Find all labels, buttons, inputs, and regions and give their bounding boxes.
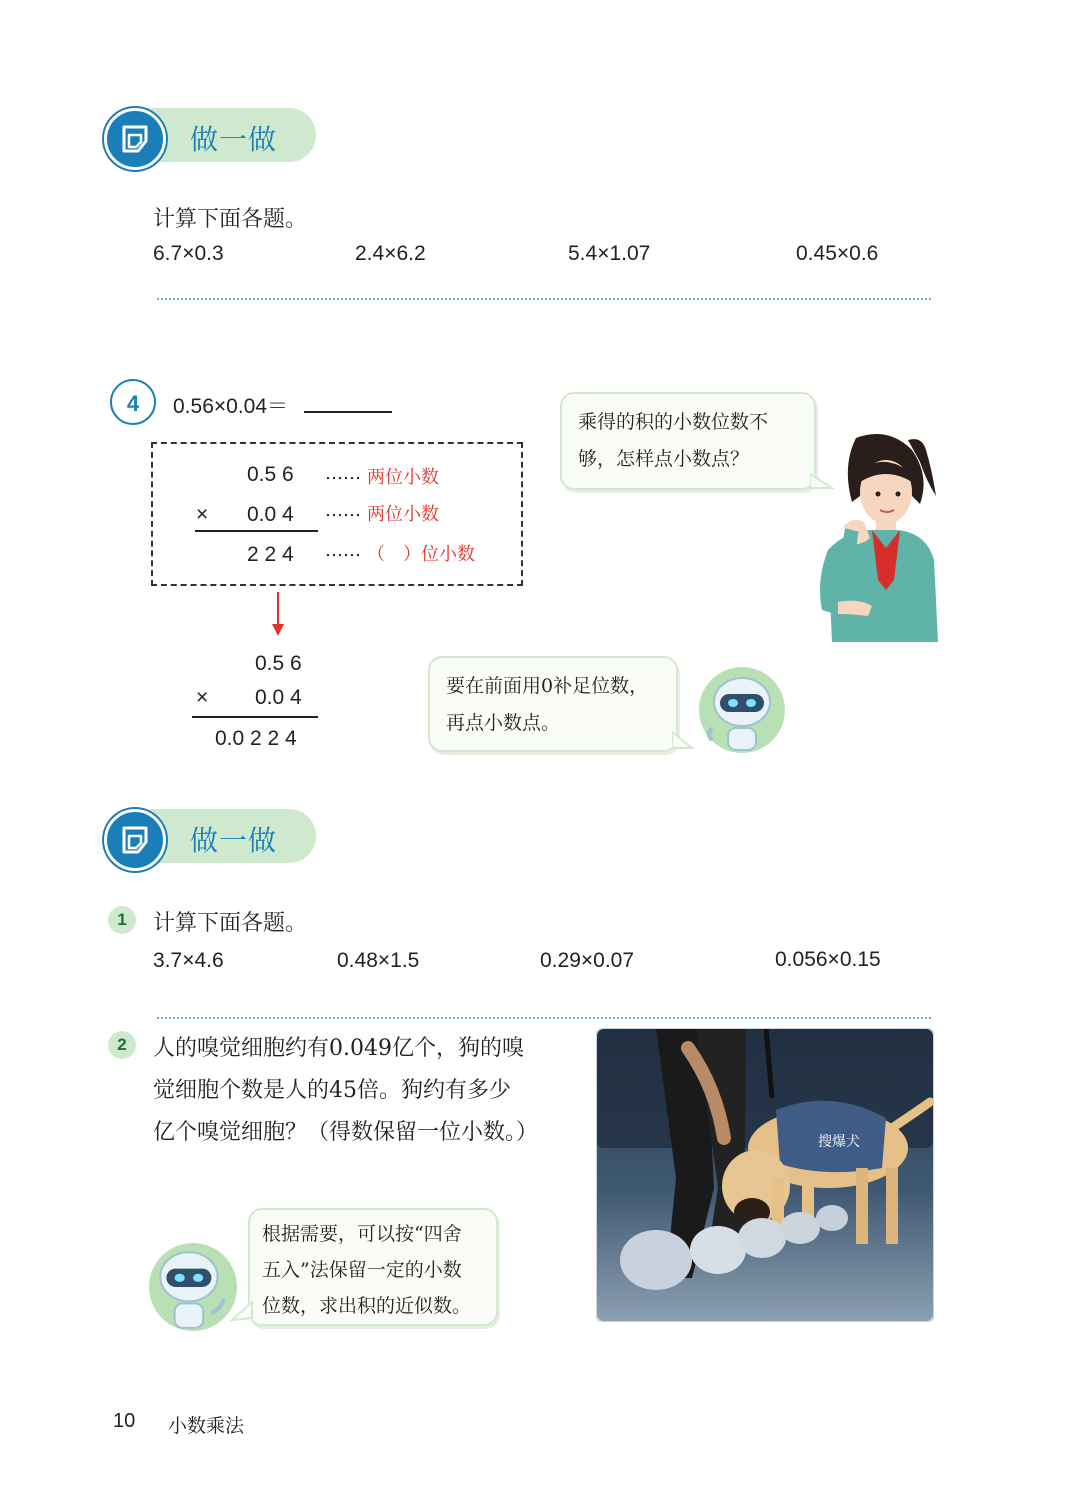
problem: 0.45×0.6: [796, 242, 879, 265]
question-line: 人的嗅觉细胞约有0.049亿个，狗的嗅: [153, 1036, 524, 1061]
speech-bubble-girl: [560, 392, 816, 490]
bubble-line: 要在前面用0补足位数，: [446, 675, 649, 697]
note-dots: ……: [325, 500, 361, 521]
bubble-line: 够，怎样点小数点？: [578, 448, 750, 470]
speech-bubble-robot: [428, 656, 678, 752]
answer-blank: [304, 411, 392, 413]
sum-line-2: [192, 716, 318, 718]
sum-line: [195, 530, 318, 532]
problem: 5.4×1.07: [568, 242, 651, 265]
multiplier: 0.0 4: [247, 503, 294, 526]
multiplier-2: 0.0 4: [255, 686, 302, 709]
times-sign-2: ×: [196, 686, 209, 709]
problem: 0.056×0.15: [775, 948, 881, 971]
problem: 0.48×1.5: [337, 949, 420, 972]
question-line: 觉细胞个数是人的45倍。狗约有多少: [153, 1078, 511, 1103]
section-title: 做一做: [190, 123, 278, 156]
girl-illustration: [808, 430, 943, 642]
multiplicand-2: 0.5 6: [255, 652, 302, 675]
problem: 3.7×4.6: [153, 949, 224, 972]
chapter-name: 小数乘法: [168, 1415, 245, 1437]
bubble-line: 乘得的积的小数位数不: [578, 411, 769, 433]
note-dots: ……: [325, 463, 361, 484]
question-line: 亿个嗅觉细胞？（得数保留一位小数。）: [153, 1120, 539, 1145]
question-number: 1: [108, 906, 136, 934]
vest-text: 搜爆犬: [818, 1134, 860, 1150]
multiplicand: 0.5 6: [247, 463, 294, 486]
page-number: 10: [113, 1410, 136, 1432]
bubble-line: 根据需要，可以按“四舍: [262, 1223, 462, 1245]
dotted-divider: [157, 1017, 931, 1019]
bubble-tail: [672, 730, 696, 754]
bubble-line: 位数，求出积的近似数。: [262, 1295, 472, 1317]
instruction: 计算下面各题。: [153, 207, 308, 232]
bubble-line: 再点小数点。: [446, 712, 561, 734]
problem: 2.4×6.2: [355, 242, 426, 265]
robot-icon: [698, 666, 786, 754]
times-sign: ×: [196, 503, 209, 526]
notebook-icon: [104, 809, 166, 871]
example-number: 4: [110, 379, 156, 425]
robot-icon: [148, 1242, 238, 1332]
dotted-divider: [157, 298, 931, 300]
instruction: 计算下面各题。: [153, 911, 308, 936]
note-label: 两位小数: [367, 467, 439, 488]
section-title: 做一做: [190, 824, 278, 857]
bubble-line: 五入”法保留一定的小数: [262, 1259, 462, 1281]
note-dots: ……: [325, 540, 361, 561]
problem: 6.7×0.3: [153, 242, 224, 265]
note-label: 两位小数: [367, 504, 439, 525]
sniffer-dog-photo: [596, 1028, 934, 1322]
problem: 0.29×0.07: [540, 949, 635, 972]
down-arrow-icon: [268, 590, 288, 640]
question-text: [153, 1028, 538, 1154]
notebook-icon: [104, 108, 166, 170]
question-number: 2: [108, 1031, 136, 1059]
product: 2 2 4: [247, 543, 294, 566]
example-equation: 0.56×0.04＝: [173, 395, 289, 418]
note-label: （ ）位小数: [367, 544, 475, 565]
product-2: 0.0 2 2 4: [215, 727, 297, 750]
speech-bubble-robot: [248, 1208, 498, 1326]
